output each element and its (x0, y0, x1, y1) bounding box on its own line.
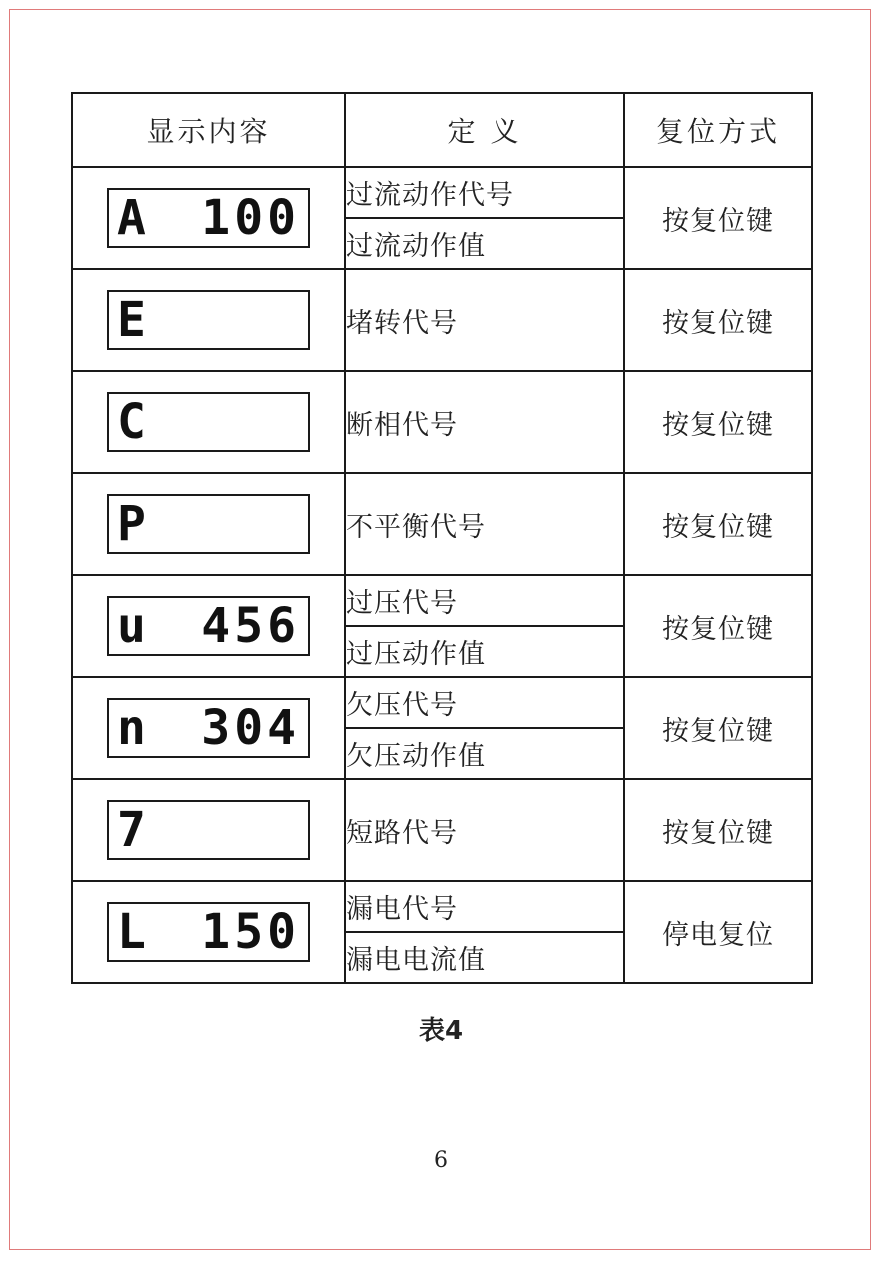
table-caption: 表4 (418, 1016, 464, 1046)
display-cell (72, 473, 345, 575)
definition-cell: 过压动作值 (345, 626, 624, 677)
display-cell (72, 269, 345, 371)
header-display-content: 显示内容 (72, 93, 345, 167)
lcd-display (107, 392, 310, 452)
lcd-display (107, 902, 310, 962)
lcd-code: u (117, 598, 150, 654)
lcd-code: P (117, 496, 150, 552)
reset-cell: 按复位键 (624, 473, 812, 575)
display-cell (72, 779, 345, 881)
lcd-value: 150 (201, 904, 300, 960)
lcd-code: L (117, 904, 150, 960)
definition-cell: 过压代号 (345, 575, 624, 626)
lcd-display (107, 698, 310, 758)
display-cell (72, 881, 345, 983)
lcd-code: A (117, 190, 150, 246)
table-header-row (72, 93, 812, 167)
reset-cell: 按复位键 (624, 269, 812, 371)
display-cell (72, 677, 345, 779)
table-row (72, 473, 812, 575)
definition-cell: 漏电代号 (345, 881, 624, 932)
lcd-display (107, 800, 310, 860)
lcd-code: 7 (117, 802, 150, 858)
definition-cell: 断相代号 (345, 371, 624, 473)
lcd-display (107, 596, 310, 656)
reset-cell: 按复位键 (624, 371, 812, 473)
fault-code-table (71, 92, 813, 984)
lcd-code: n (117, 700, 150, 756)
header-reset-method: 复位方式 (624, 93, 812, 167)
definition-cell: 短路代号 (345, 779, 624, 881)
table-row (72, 575, 812, 626)
table-row (72, 881, 812, 932)
definition-cell: 不平衡代号 (345, 473, 624, 575)
table-row (72, 167, 812, 218)
definition-cell: 过流动作代号 (345, 167, 624, 218)
reset-cell: 按复位键 (624, 575, 812, 677)
lcd-code: E (117, 292, 150, 348)
lcd-value: 304 (201, 700, 300, 756)
reset-cell: 按复位键 (624, 167, 812, 269)
reset-cell: 按复位键 (624, 677, 812, 779)
display-cell (72, 575, 345, 677)
reset-cell: 按复位键 (624, 779, 812, 881)
lcd-code: C (117, 394, 150, 450)
page-number: 6 (434, 1148, 448, 1173)
lcd-display (107, 290, 310, 350)
display-cell (72, 371, 345, 473)
table-row (72, 269, 812, 371)
definition-cell: 堵转代号 (345, 269, 624, 371)
definition-cell: 漏电电流值 (345, 932, 624, 983)
definition-cell: 欠压代号 (345, 677, 624, 728)
lcd-display (107, 188, 310, 248)
lcd-value: 456 (201, 598, 300, 654)
table-row (72, 677, 812, 728)
lcd-value: 100 (201, 190, 300, 246)
reset-cell: 停电复位 (624, 881, 812, 983)
table-row (72, 371, 812, 473)
definition-cell: 过流动作值 (345, 218, 624, 269)
table-row (72, 779, 812, 881)
definition-cell: 欠压动作值 (345, 728, 624, 779)
header-definition: 定 义 (345, 93, 624, 167)
display-cell (72, 167, 345, 269)
lcd-display (107, 494, 310, 554)
